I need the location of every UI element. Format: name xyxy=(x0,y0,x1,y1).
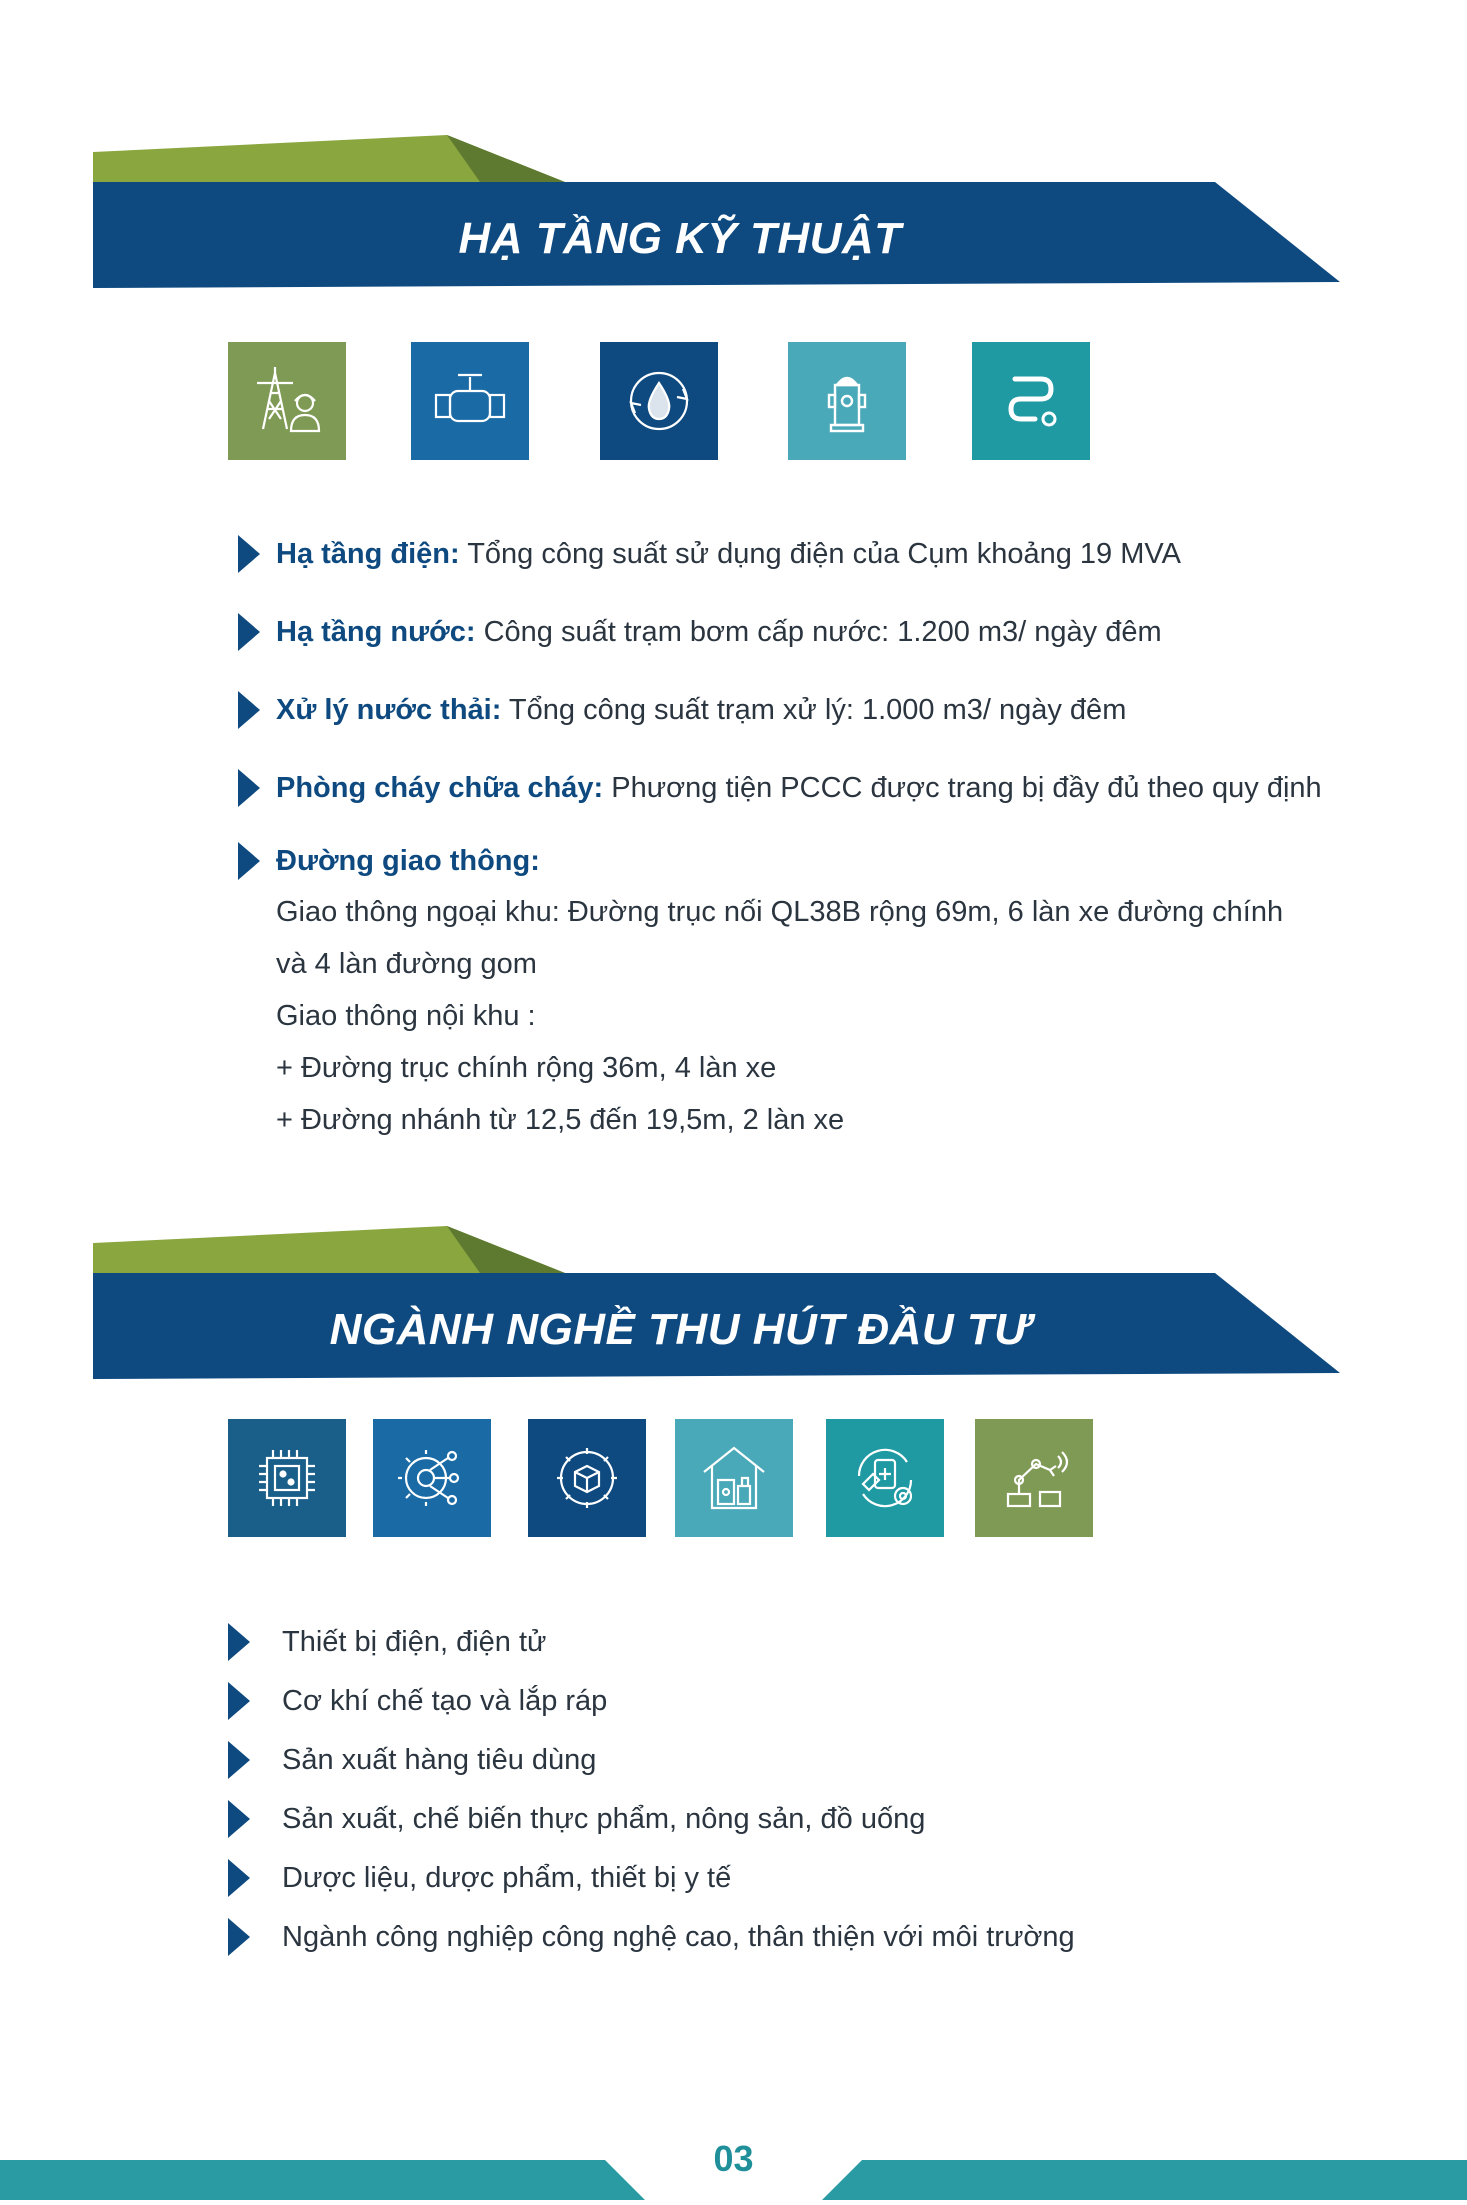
arrow-bullet-icon xyxy=(238,769,260,807)
section-banner-industries xyxy=(0,1221,1467,1381)
item-label: Xử lý nước thải: xyxy=(276,694,502,726)
medicine-gear-icon xyxy=(826,1419,944,1537)
item-text: Phương tiện PCCC được trang bị đầy đủ theo quy định xyxy=(603,772,1322,804)
arrow-bullet-icon xyxy=(228,1800,250,1838)
road-route-icon xyxy=(972,342,1090,460)
traffic-line: + Đường nhánh từ 12,5 đến 19,5m, 2 làn xe xyxy=(276,1104,845,1136)
item-label: Phòng cháy chữa cháy: xyxy=(276,772,604,804)
gear-box-icon xyxy=(528,1419,646,1537)
item-text: Tổng công suất sử dụng điện của Cụm khoảng 19 MVA xyxy=(459,538,1181,570)
industry-icon-row xyxy=(0,1419,1467,1549)
traffic-line: và 4 làn đường gom xyxy=(276,948,537,980)
arrow-bullet-icon xyxy=(228,1623,250,1661)
arrow-bullet-icon xyxy=(228,1682,250,1720)
power-tower-worker-icon xyxy=(228,342,346,460)
item-text: Thiết bị điện, điện tử xyxy=(282,1626,547,1658)
household-goods-icon xyxy=(675,1419,793,1537)
section-title: NGÀNH NGHỀ THU HÚT ĐẦU TƯ xyxy=(329,1305,1031,1354)
item-text: Tổng công suất trạm xử lý: 1.000 m3/ ngày đêm xyxy=(501,694,1127,726)
item-text: Sản xuất hàng tiêu dùng xyxy=(282,1744,597,1776)
arrow-bullet-icon xyxy=(238,842,260,880)
item-label: Hạ tầng nước: xyxy=(276,616,476,648)
gear-network-icon xyxy=(373,1419,491,1537)
traffic-line: Giao thông ngoại khu: Đường trục nối QL38B rộng 69m, 6 làn xe đường chính xyxy=(276,896,1284,928)
pipe-valve-icon xyxy=(411,342,529,460)
item-text: Cơ khí chế tạo và lắp ráp xyxy=(282,1685,608,1717)
traffic-line: Giao thông nội khu : xyxy=(276,1000,536,1032)
item-text: Sản xuất, chế biến thực phẩm, nông sản, đồ uống xyxy=(282,1803,926,1835)
item-text: Công suất trạm bơm cấp nước: 1.200 m3/ ngày đêm xyxy=(475,616,1162,648)
arrow-bullet-icon xyxy=(228,1918,250,1956)
banner-shape xyxy=(0,130,1467,290)
infrastructure-icon-row xyxy=(0,342,1467,472)
banner-shape xyxy=(0,1221,1467,1381)
arrow-bullet-icon xyxy=(238,691,260,729)
microchip-icon xyxy=(228,1419,346,1537)
robot-arm-icon xyxy=(975,1419,1093,1537)
water-drop-cycle-icon xyxy=(600,342,718,460)
page-number: 03 xyxy=(713,2138,754,2179)
arrow-bullet-icon xyxy=(228,1859,250,1897)
arrow-bullet-icon xyxy=(238,613,260,651)
item-text: Dược liệu, dược phẩm, thiết bị y tế xyxy=(282,1862,732,1894)
item-label: Hạ tầng điện: xyxy=(276,538,460,570)
arrow-bullet-icon xyxy=(228,1741,250,1779)
fire-hydrant-icon xyxy=(788,342,906,460)
item-text: Ngành công nghiệp công nghệ cao, thân thiện với môi trường xyxy=(282,1921,1075,1953)
traffic-line: + Đường trục chính rộng 36m, 4 làn xe xyxy=(276,1052,777,1084)
arrow-bullet-icon xyxy=(238,535,260,573)
section-banner-infrastructure xyxy=(0,130,1467,290)
section-title: HẠ TẦNG KỸ THUẬT xyxy=(458,214,902,263)
item-label: Đường giao thông: xyxy=(276,845,540,877)
